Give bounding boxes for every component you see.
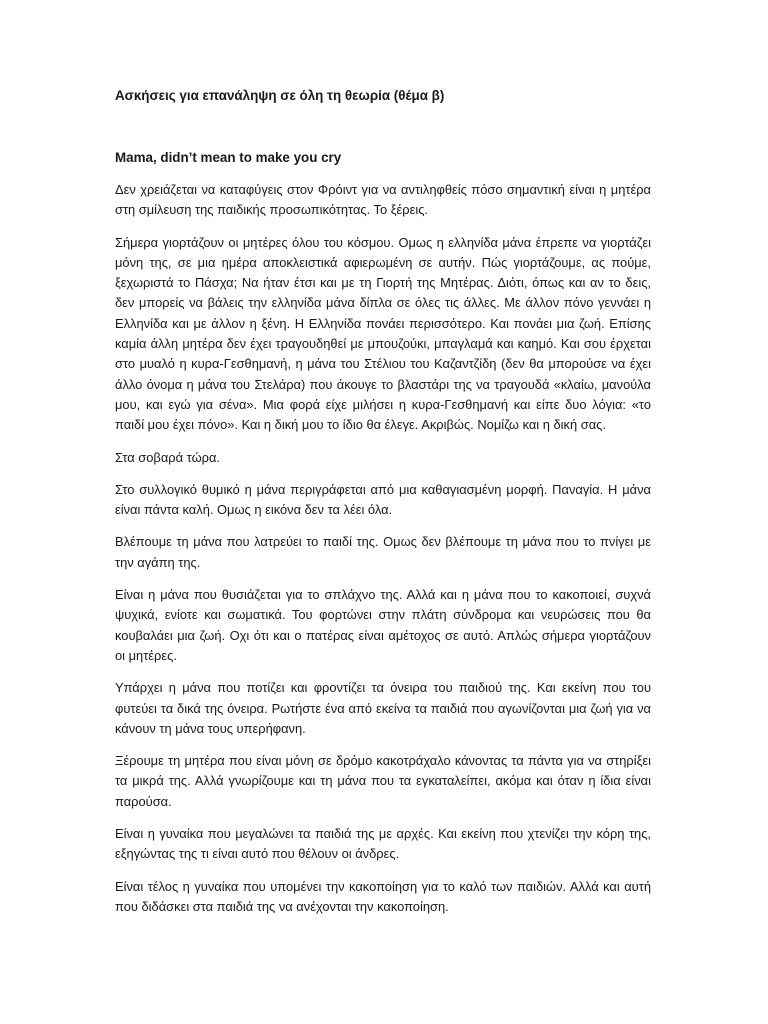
paragraph-6: Είναι η μάνα που θυσιάζεται για το σπλάχνο της. Αλλά και η μάνα που το κακοποιεί, συχνά ψυχικά, ενίοτε και σωματικά. Του φορτώνει στην πλάτη σύνδρομα και νευρώσεις που θα κουβαλάει μια ζωή. Οχι ότι και ο πατέρας είναι αμέτοχος σε αυτό. Απλώς σήμερα γιορτάζουν οι μητέρες. — [115, 587, 651, 663]
paragraph-3: Στα σοβαρά τώρα. — [115, 449, 220, 465]
paragraph-4: Στο συλλογικό θυμικό η μάνα περιγράφεται από μια καθαγιασμένη μορφή. Παναγία. Η μάνα είναι πάντα καλή. Ομως η εικόνα δεν τα λέει όλα. — [115, 481, 651, 518]
paragraph-2: Σήμερα γιορτάζουν οι μητέρες όλου του κόσμου. Ομως η ελληνίδα μάνα έπρεπε να γιορτάζει μόνη της, σε μια ημέρα αποκλειστικά αφιερωμένη σε αυτήν. Πώς γιορτάζουμε, ας πούμε, ξεχωριστά το Πάσχα; Να ήταν έτσι και με τη Γιορτή της Μητέρας. Διότι, όπως και αν το δεις, δεν μπορείς να βάλεις την ελληνίδα μάνα δίπλα σε όλες τις άλλες. Με άλλον πόνο γεννάει η Ελληνίδα και με άλλον η ξένη. Η Ελληνίδα πονάει περισσότερο. Και πονάει μια ζωή. Επίσης καμία άλλη μητέρα δεν έχει τραγουδηθεί με μπουζούκι, μπαγλαμά και καημό. Και σου έρχεται στο μυαλό η κυρα-Γεσθημανή, η μάνα του Στέλιου του Καζαντζίδη (δεν θα μπορούσε να έχει άλλο όνομα η μάνα του Στελάρα) που άκουγε το βλαστάρι της να τραγουδά «κλαίω, μανούλα μου, και εγώ για σένα». Μια φορά είχε μιλήσει η κυρα-Γεσθημανή και είπε δυο λόγια: «το παιδί μου έχει πόνο». Και η δική μου το ίδιο θα έλεγε. Ακριβώς. Νομίζω και η δική σας. — [115, 234, 651, 433]
document-page — [115, 86, 651, 929]
paragraph-10: Είναι τέλος η γυναίκα που υπομένει την κακοποίηση για το καλό των παιδιών. Αλλά και αυτή που διδάσκει στα παιδιά της να ανέχονται την κακοποίηση. — [115, 878, 651, 914]
paragraph-9: Είναι η γυναίκα που μεγαλώνει τα παιδιά της με αρχές. Και εκείνη που χτενίζει την κόρη της, εξηγώντας της τι είναι αυτό που θέλουν οι άνδρες. — [115, 826, 651, 862]
article-title: Mama, didn’t mean to make you cry — [115, 150, 342, 165]
paragraph-8: Ξέρουμε τη μητέρα που είναι μόνη σε δρόμο κακοτράχαλο κάνοντας τα πάντα για να στηρίξει τα μικρά της. Αλλά γνωρίζουμε και τη μάνα που τα εγκαταλείπει, ακόμα και όταν η ίδια είναι παρούσα. — [115, 753, 651, 809]
paragraph-5: Βλέπουμε τη μάνα που λατρεύει το παιδί της. Ομως δεν βλέπουμε τη μάνα που το πνίγει με την αγάπη της. — [115, 534, 651, 570]
paragraph-7: Υπάρχει η μάνα που ποτίζει και φροντίζει τα όνειρα του παιδιού της. Και εκείνη που του φυτεύει τα δικά της όνειρα. Ρωτήστε ένα από εκείνα τα παιδιά που αγωνίζονται μια ζωή για να κάνουν τη μάνα τους υπερήφανη. — [115, 680, 651, 736]
document-title: Ασκήσεις για επανάληψη σε όλη τη θεωρία (θέμα β) — [115, 88, 445, 103]
paragraph-1: Δεν χρειάζεται να καταφύγεις στον Φρόιντ για να αντιληφθείς πόσο σημαντική είναι η μητέρα στη σμίλευση της παιδικής προσωπικότητας. Το ξέρεις. — [115, 182, 651, 218]
